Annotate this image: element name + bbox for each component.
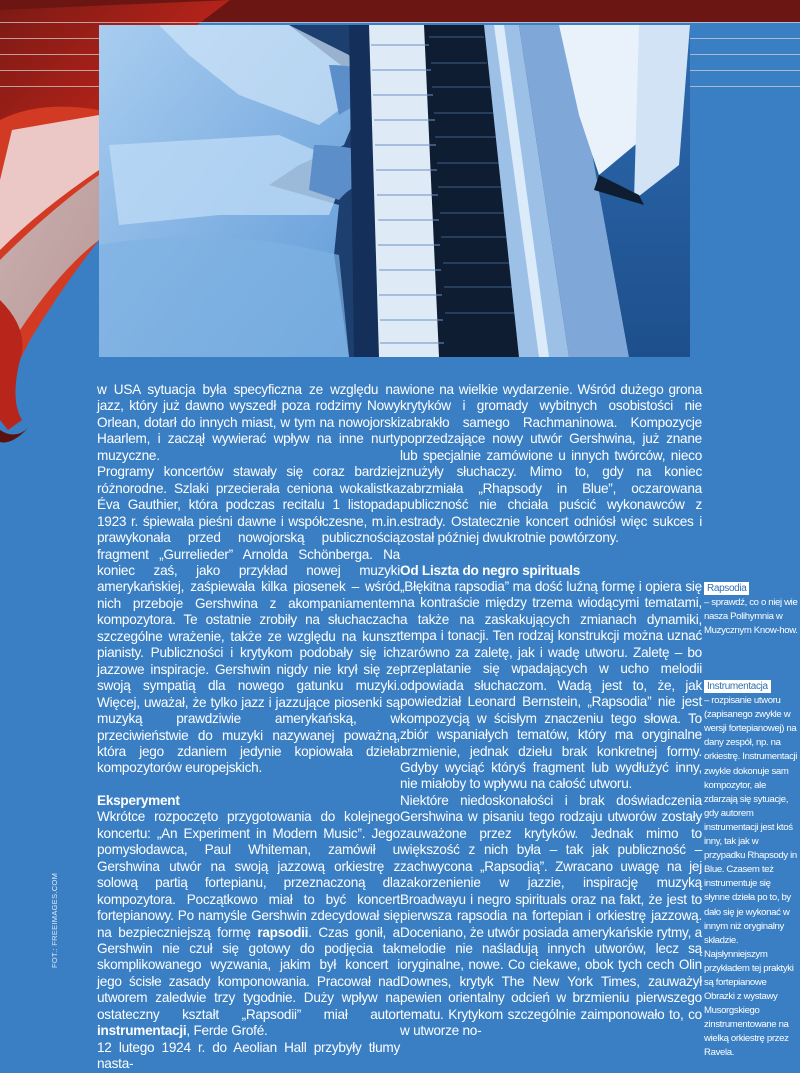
note-text: – rozpisanie utworu (zapisanego zwykle w wersji fortepianowej) na dany zespół, np. na orkiestrę. Instrumentacji zwykle dokonuje sam kompozytor, ale zdarzają się sytuacje, gdy autorem instrumentacji jest ktoś inny, tak jak w przypadku Rhapsody in Blue. Czasem też instrumentuje się słynne dzieła po to, by dało się je wykonać w innym niż oryginalny składzie. Najsłynniejszym przykładem tej praktyki są fortepianowe Obrazki z wystawy Musorgskiego zinstrumentowane na wielką orkiestrę przez Ravela. <box>704 695 798 1059</box>
piano-player-hands-icon <box>99 25 690 357</box>
sidebar-note-rapsodia <box>704 582 798 638</box>
paragraph <box>97 809 400 1039</box>
photo-credit: FOT.: FREEIMAGES.COM <box>50 872 59 968</box>
paragraph: 12 lutego 1924 r. do Aeolian Hall przybyły tłumy nasta- <box>97 1039 400 1072</box>
bold-term-instrumentacji: instrumentacji <box>97 1023 187 1039</box>
paragraph: w USA sytuacja była specyficzna ze względu na jazz, który już dawno wyszedł poza rodzimy Nowy Orlean, dotarł do innych miast, w tym na nowojorski Haarlem, i zaczął wywierać wpływ na inne nurty muzyczne. <box>97 382 400 463</box>
section-heading: Eksperyment <box>97 792 180 808</box>
paragraph: Programy koncertów stawały się coraz bardziej różnorodne. Szlaki przecierała ceniona wokalistka Éva Gauthier, która podczas recitalu 1 listopada 1923 r. śpiewała pieśni dawne i współczesne, m.in. prawykonała przed nowojorską publicznością fragment „Gurrelieder” Arnolda Schönberga. Na koniec zaś, jako przykład nowej muzyki amerykańskiej, zaśpiewała kilka piosenek – wśród nich przeboje Gershwina z akompaniamentem kompozytora. Te ostatnie zrobiły na słuchaczach szczególne wrażenie, także ze względu na kunszt pianisty. Publiczności i krytykom podobały się ich jazzowe inspiracje. Gershwin nigdy nie krył się ze swoją sympatią dla nowego gatunku muzyki. Więcej, uważał, że tylko jazz i jazzujące piosenki są muzyką prawdziwie amerykańską, w przeciwieństwie do muzyki nazywanej poważną, która jego zdaniem jedynie kopiowała dzieła kompozytorów europejskich. <box>97 464 400 776</box>
note-text: – sprawdź, co o niej wie nasza Polihymnia w Muzycznym Know-how. <box>704 597 798 637</box>
text-run: , Ferde Grofé. <box>186 1023 268 1039</box>
bold-term-rapsodii: rapsodii <box>257 924 309 940</box>
hero-photo <box>99 25 690 357</box>
text-run: Wkrótce rozpoczęto przygotowania do kolejnego koncertu: „An Experiment in Modern Music”. Jego pomysłodawca, Paul Whiteman, zamówił u Gershwina utwór na swoją jazzową orkiestrę z solową partią fortepianu, przeznaczoną dla kompozytora. Początkowo miał to być koncert fortepianowy. Po namyśle Gershwin zdecydował się na bezpieczniejszą formę <box>97 809 400 940</box>
article-column-left <box>97 382 400 1073</box>
note-tag: Instrumentacja <box>704 680 771 693</box>
paragraph: „Błękitna rapsodia” ma dość luźną formę i opiera się na kontraście między trzema wiodącymi tematami, a także na zaskakujących zmianach dynamiki, tempa i tonacji. Ten rodzaj konstrukcji można uznać zarówno za zaletę, jak i wadę utworu. Zaletę – bo przeplatanie się wpadających w ucho melodii odpowiada słuchaczom. Wadą jest to, że, jak powiedział Leonard Bernstein, „Rapsodia” nie jest kompozycją w ścisłym znaczeniu tego słowa. To zbiór wspaniałych tematów, który ma oryginalne brzmienie, jednak dziełu brak konkretnej formy. Gdyby wyciąć któryś fragment lub wydłużyć inny, nie miałoby to wpływu na całość utworu. <box>400 578 702 792</box>
note-tag: Rapsodia <box>704 582 749 595</box>
text-run: . Czas gonił, a Gershwin nie czuł się gotowy do podjęcia tak skomplikowanego wyzwania, jakim był koncert i jego ścisłe zasady komponowania. Pracował nad utworem zaledwie trzy tygodnie. Duży wpływ na ostateczny kształt „Rapsodii” miał autor <box>97 924 400 1022</box>
section-heading: Od Liszta do negro spirituals <box>400 562 581 578</box>
sidebar-note-instrumentacja <box>704 680 798 1061</box>
article-column-middle <box>400 382 702 1040</box>
paragraph: Niektóre niedoskonałości i brak doświadczenia Gershwina w pisaniu tego rodzaju utworów zostały zauważone przez krytyków. Jednak mimo to większość z nich była – tak jak publiczność – zachwycona „Rapsodią”. Zwracano uwagę na jej zakorzenienie w jazzie, inspirację muzyką Broadwayu i negro spirituals oraz na fakt, że jest to pierwsza rapsodia na fortepian i orkiestrę jazzową. Doceniano, że utwór posiada amerykańskie rytmy, a melodie nie naśladują innych utworów, lecz są oryginalne, nowe. Co ciekawe, obok tych cech Olin Downes, krytyk The New York Times, zauważył pewien orientalny odcień w brzmieniu pierwszego tematu. Krytykom szczególnie zaimponowało to, co w utworze no- <box>400 792 702 1039</box>
paragraph: wione na wielkie wydarzenie. Wśród dużego grona krytyków i gromady wybitnych osobistości nie zabrakło samego Rachmaninowa. Kompozycje poprzedzające nowy utwór Gershwina, już znane lub specjalnie zamówione u innych twórców, nieco znużyły słuchaczy. Mimo to, gdy na koniec zabrzmiała „Rhapsody in Blue”, oczarowana publiczność nie chciała puścić wykonawców z estrady. Ostatecznie koncert odniósł więc sukces i został później dwukrotnie powtórzony. <box>400 382 702 546</box>
